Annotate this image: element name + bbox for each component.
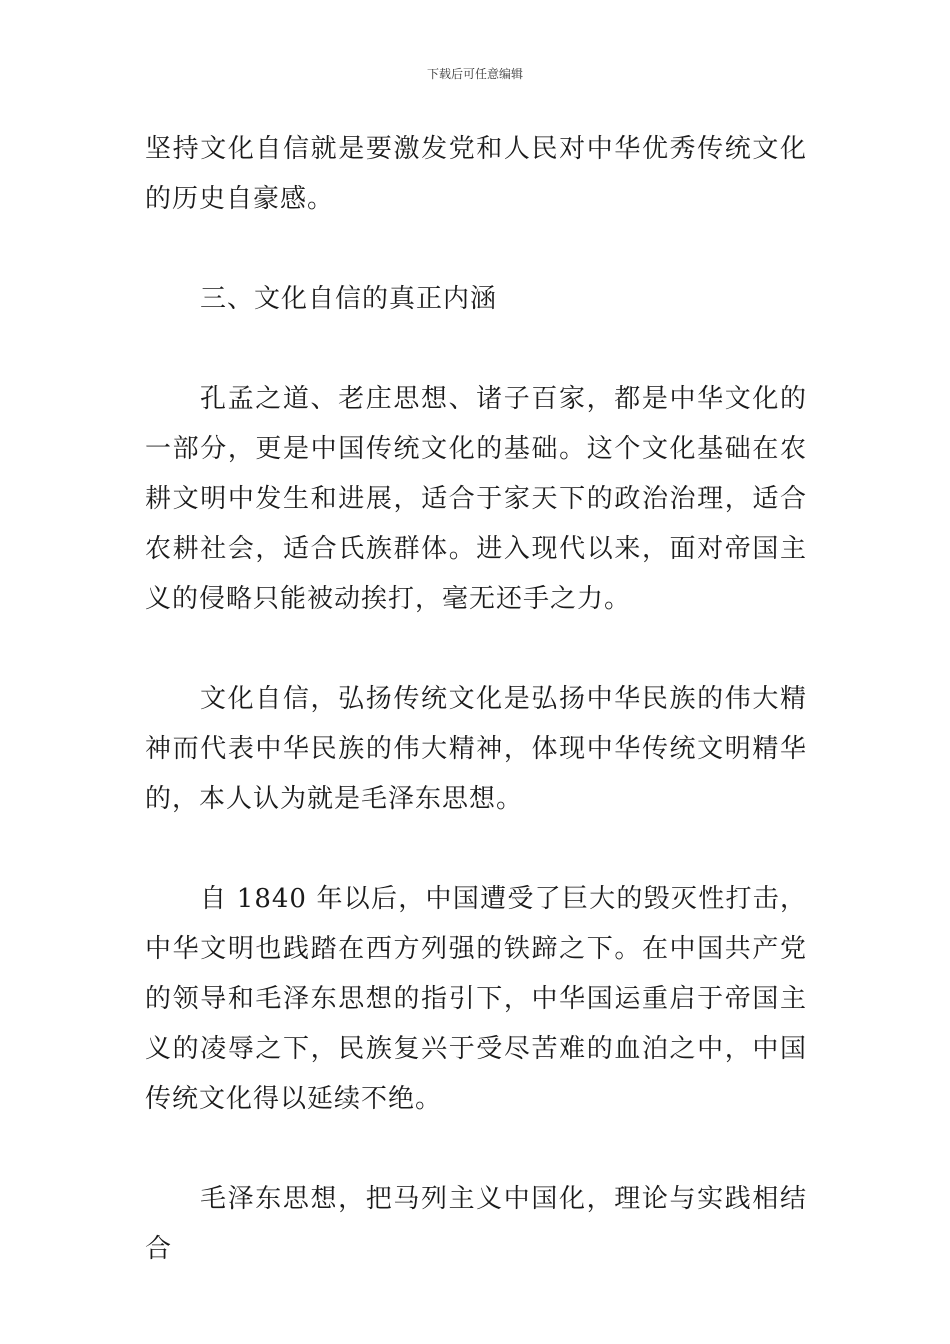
paragraph-cultural-confidence: 文化自信，弘扬传统文化是弘扬中华民族的伟大精神而代表中华民族的伟大精神，体现中华传统文明精华的，本人认为就是毛泽东思想。 xyxy=(145,684,807,814)
paragraph-1840-history: 自 1840 年以后，中国遭受了巨大的毁灭性打击，中华文明也践踏在西方列强的铁蹄之下。在中国共产党的领导和毛泽东思想的指引下，中华国运重启于帝国主义的凌辱之下，民族复兴于受尽苦难的血泊之中，中国传统文化得以延续不绝。 xyxy=(145,884,807,1114)
paragraph-intro-conclusion: 坚持文化自信就是要激发党和人民对中华优秀传统文化的历史自豪感。 xyxy=(145,134,807,214)
page-header: 下载后可任意编辑 xyxy=(426,67,523,81)
section-heading: 三、文化自信的真正内涵 xyxy=(200,284,498,314)
paragraph-mao-thought: 毛泽东思想，把马列主义中国化，理论与实践相结合 xyxy=(145,1184,807,1264)
paragraph-confucian-tradition: 孔孟之道、老庄思想、诸子百家，都是中华文化的一部分，更是中国传统文化的基础。这个文化基础在农耕文明中发生和进展，适合于家天下的政治治理，适合农耕社会，适合氏族群体。进入现代以来，面对帝国主义的侵略只能被动挨打，毫无还手之力。 xyxy=(145,384,807,614)
document-body xyxy=(145,124,807,1324)
